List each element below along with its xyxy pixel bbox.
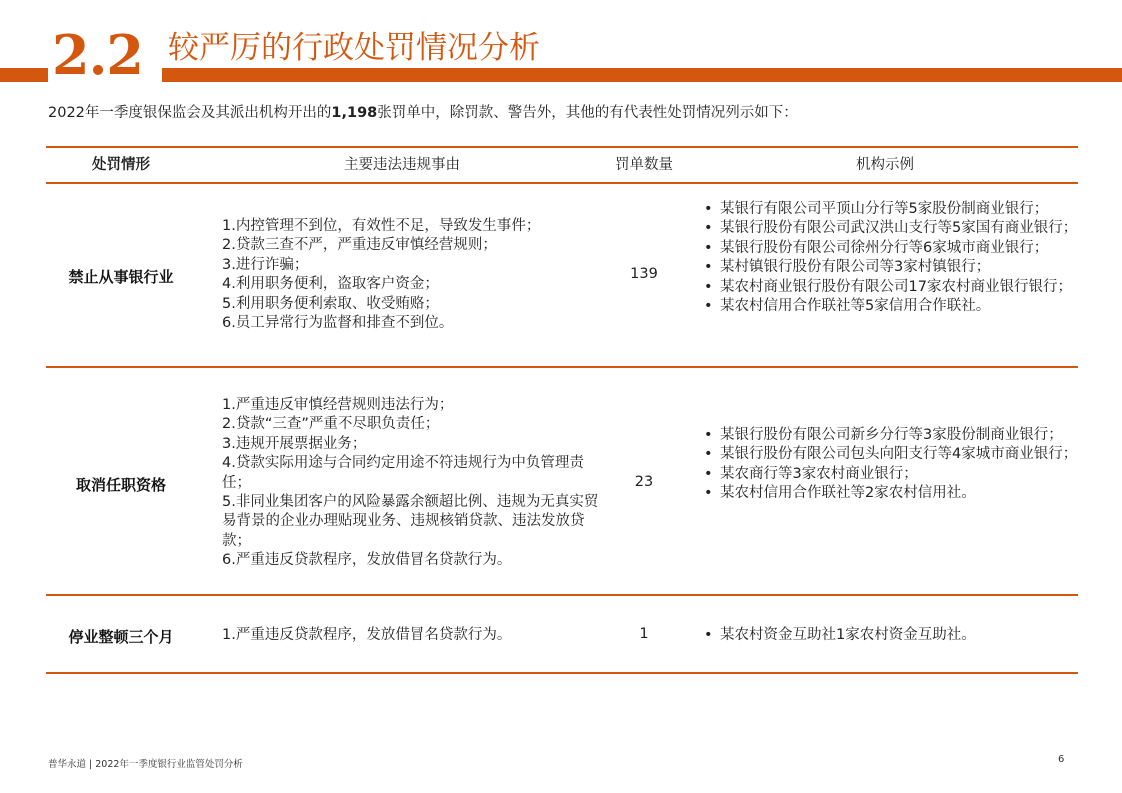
example-item: • 某农商行等3家农村商业银行；: [700, 465, 1080, 484]
example-item: • 某农村资金互助社1家农村资金互助社。: [700, 626, 1080, 645]
section-number: 2.2: [52, 23, 143, 87]
row-examples: [700, 626, 1080, 645]
row-category: 取消任职资格: [75, 476, 166, 494]
reason-item: 6.员工异常行为监督和排查不到位。: [222, 315, 454, 332]
example-item: • 某农村信用合作联社等2家农村信用社。: [700, 484, 1080, 503]
example-item: • 某银行股份有限公司武汉洪山支行等5家国有商业银行；: [700, 219, 1080, 238]
reason-item: 3.进行诈骗；: [222, 256, 309, 273]
example-item: • 某农村商业银行股份有限公司17家农村商业银行银行；: [700, 278, 1080, 297]
example-item: • 某银行股份有限公司新乡分行等3家股份制商业银行；: [700, 426, 1080, 445]
example-item: • 某村镇银行股份有限公司等3家村镇银行；: [700, 258, 1080, 277]
row-reasons: [222, 217, 602, 333]
reason-item: 2.贷款三查不严，严重违反审慎经营规则；: [222, 237, 497, 254]
reason-item: 4.贷款实际用途与合同约定用途不符违规行为中负管理责任；: [222, 455, 584, 491]
example-item: • 某银行股份有限公司徐州分行等6家城市商业银行；: [700, 239, 1080, 258]
row-count: 1: [639, 626, 649, 642]
row-reasons: [222, 626, 602, 645]
column-header-examples: 机构示例: [856, 157, 914, 173]
intro-text-after: 张罚单中，除罚款、警告外，其他的有代表性处罚情况列示如下：: [377, 105, 798, 121]
row-category: 禁止从事银行业: [68, 268, 174, 286]
reason-item: 6.严重违反贷款程序，发放借冒名贷款行为。: [222, 552, 512, 569]
page-title: 较严厉的行政处罚情况分析: [168, 30, 540, 66]
row-examples: [700, 200, 1080, 316]
reason-item: 2.贷款“三查”严重不尽职负责任；: [222, 416, 440, 433]
footer-source: 普华永道 | 2022年一季度银行业监管处罚分析: [48, 759, 243, 770]
reason-item: 3.违规开展票据业务；: [222, 435, 367, 452]
reason-item: 1.内控管理不到位，有效性不足，导致发生事件；: [222, 218, 541, 234]
reason-item: 1.严重违反贷款程序，发放借冒名贷款行为。: [222, 627, 512, 643]
row-count: 23: [634, 474, 654, 490]
row-divider: [46, 594, 1078, 596]
intro-highlight-count: 1,198: [331, 105, 378, 121]
row-count: 139: [630, 266, 658, 282]
example-item: • 某银行有限公司平顶山分行等5家股份制商业银行；: [700, 200, 1080, 219]
table-bottom-rule: [46, 672, 1078, 674]
reason-item: 5.非同业集团客户的风险暴露余额超比例、违规为无真实贸易背景的企业办理贴现业务、违规核销贷款、违法发放贷款；: [222, 494, 599, 549]
row-divider: [46, 366, 1078, 368]
example-item: • 某银行股份有限公司包头向阳支行等4家城市商业银行；: [700, 445, 1080, 464]
page-number: 6: [1058, 754, 1065, 765]
intro-paragraph: [48, 102, 1088, 124]
row-reasons: [222, 396, 602, 571]
row-category: 停业整顿三个月: [68, 628, 174, 646]
reason-item: 4.利用职务便利，盗取客户资金；: [222, 276, 439, 293]
reason-item: 1.严重违反审慎经营规则违法行为；: [222, 397, 454, 413]
intro-text-before: 2022年一季度银保监会及其派出机构开出的: [48, 105, 332, 121]
row-examples: [700, 426, 1080, 504]
example-item: • 某农村信用合作联社等5家信用合作联社。: [700, 297, 1080, 316]
column-header-category: 处罚情形: [92, 157, 150, 173]
column-header-count: 罚单数量: [615, 157, 673, 173]
column-header-reasons: 主要违法违规事由: [344, 157, 460, 173]
reason-item: 5.利用职务便利索取、收受贿赂；: [222, 295, 439, 312]
